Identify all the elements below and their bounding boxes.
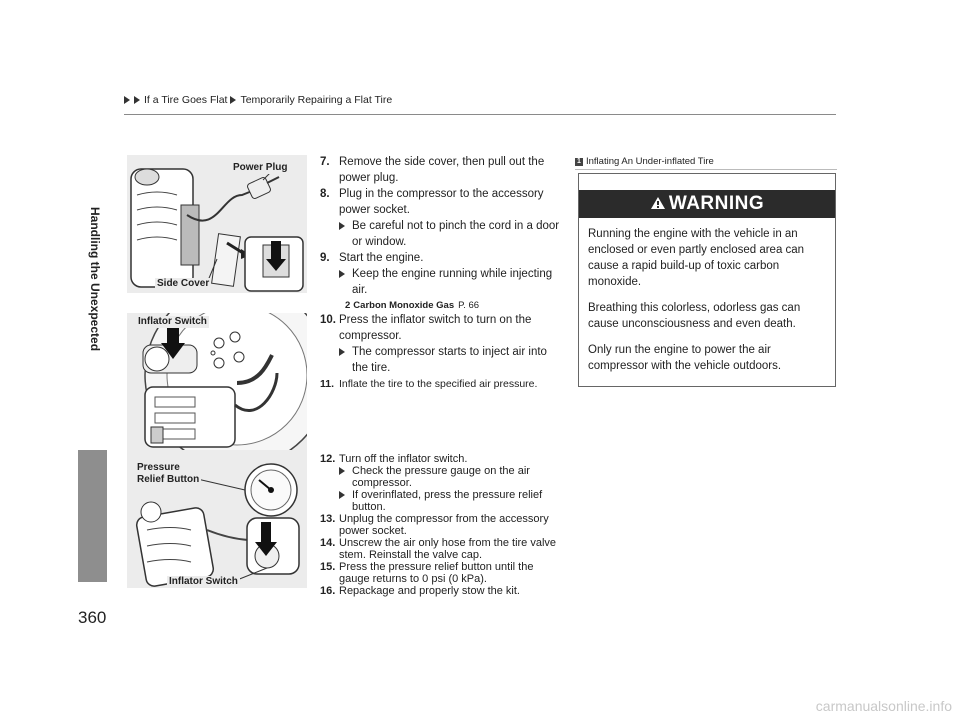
step-subitem-text: The compressor starts to inject air into the tire. <box>352 346 547 374</box>
step-number: 13. <box>320 513 336 525</box>
pressure-relief-button-label-line1: Pressure <box>137 462 180 473</box>
power-plug-label: Power Plug <box>233 162 288 173</box>
step-text: Turn off the inflator switch. <box>339 453 468 465</box>
warning-paragraph: Only run the engine to power the air compressor with the vehicle outdoors. <box>588 344 782 372</box>
step-number: 7. <box>320 156 330 168</box>
section-marker <box>78 450 107 582</box>
arrow-icon <box>339 270 345 278</box>
breadcrumb-item[interactable]: If a Tire Goes Flat <box>144 94 228 106</box>
step-text: Plug in the compressor to the accessory power socket. <box>339 188 544 216</box>
figure-power-plug <box>127 155 307 293</box>
page-number: 360 <box>78 608 107 627</box>
step-subitem <box>322 266 562 298</box>
step-text: Press the pressure relief button until the gauge returns to 0 psi (0 kPa). <box>339 561 534 585</box>
step-number: 16. <box>320 585 336 597</box>
inflator-switch-label: Inflator Switch <box>169 576 238 587</box>
step-text: Press the inflator switch to turn on the compressor. <box>339 314 532 342</box>
step-subitem-text: Be careful not to pinch the cord in a door or window. <box>352 220 560 248</box>
section-tab <box>78 115 107 445</box>
note-title-text: Inflating An Under-inflated Tire <box>586 156 714 167</box>
breadcrumb-arrow-icon <box>230 96 236 104</box>
warning-box <box>578 173 836 387</box>
pressure-relief-button-label-line2: Relief Button <box>137 474 200 485</box>
step-number: 11. <box>320 378 335 390</box>
step-item <box>322 513 562 537</box>
step-item <box>322 453 562 465</box>
arrow-icon <box>339 222 345 230</box>
breadcrumb-arrow-icon <box>134 96 140 104</box>
step-subitem <box>322 344 562 376</box>
step-item <box>322 585 562 597</box>
step-text: Unscrew the air only hose from the tire valve stem. Reinstall the valve cap. <box>339 537 557 561</box>
step-text: Start the engine. <box>339 252 424 264</box>
step-subitem-text: If overinflated, press the pressure relief button. <box>352 489 543 513</box>
steps-group-1 <box>322 154 562 313</box>
step-number: 12. <box>320 453 336 465</box>
step-subitem-text: Keep the engine running while injecting air. <box>352 268 553 296</box>
step-number: 9. <box>320 252 330 264</box>
step-item <box>322 312 562 344</box>
step-number: 14. <box>320 537 336 549</box>
steps-group-2 <box>322 312 562 392</box>
step-subitem <box>322 489 562 513</box>
reference-text[interactable]: Carbon Monoxide Gas <box>353 300 455 311</box>
step-subitem <box>322 218 562 250</box>
compressor-tire-illustration <box>127 313 307 450</box>
step-item <box>322 537 562 561</box>
step-text: Remove the side cover, then pull out the power plug. <box>339 156 545 184</box>
warning-paragraph: Breathing this colorless, odorless gas can cause unconsciousness and even death. <box>588 302 801 330</box>
page-reference[interactable] <box>322 298 562 313</box>
note-title <box>575 156 837 170</box>
step-item <box>322 376 562 392</box>
watermark: carmanualsonline.info <box>815 698 952 714</box>
step-item <box>322 154 562 186</box>
warning-body <box>579 218 835 386</box>
warning-label: WARNING <box>668 193 765 214</box>
side-cover-label: Side Cover <box>157 278 210 289</box>
figure-inflator-switch <box>127 313 307 450</box>
arrow-icon <box>339 348 345 356</box>
reference-page[interactable]: P. 66 <box>458 300 480 311</box>
step-item <box>322 250 562 266</box>
breadcrumb-arrow-icon <box>124 96 130 104</box>
breadcrumb <box>124 94 392 106</box>
reference-marker: 2 <box>345 300 351 311</box>
step-item <box>322 186 562 218</box>
note-marker-icon: 1 <box>575 158 583 166</box>
step-text: Inflate the tire to the specified air pressure. <box>339 378 538 390</box>
arrow-icon <box>339 491 345 499</box>
step-text: Repackage and properly stow the kit. <box>339 585 520 597</box>
step-number: 8. <box>320 188 330 200</box>
section-tab-label: Handling the Unexpected <box>88 207 102 352</box>
arrow-icon <box>339 467 345 475</box>
step-number: 15. <box>320 561 336 573</box>
step-text: Unplug the compressor from the accessory power socket. <box>339 513 549 537</box>
step-subitem-text: Check the pressure gauge on the air compressor. <box>352 465 530 489</box>
warning-triangle-icon <box>650 196 666 210</box>
compressor-side-cover-illustration <box>127 155 307 293</box>
side-note <box>575 156 837 387</box>
step-item <box>322 561 562 585</box>
header-rule <box>124 114 836 115</box>
figure-pressure-gauge <box>127 450 307 588</box>
warning-header <box>579 190 835 218</box>
steps-group-3 <box>322 453 562 597</box>
step-number: 10. <box>320 314 336 326</box>
step-subitem <box>322 465 562 489</box>
warning-paragraph: Running the engine with the vehicle in an enclosed or even partly enclosed area can cause a rapid build-up of toxic carbon monoxide. <box>588 228 805 288</box>
breadcrumb-item[interactable]: Temporarily Repairing a Flat Tire <box>240 94 393 106</box>
inflator-switch-label: Inflator Switch <box>138 316 207 327</box>
